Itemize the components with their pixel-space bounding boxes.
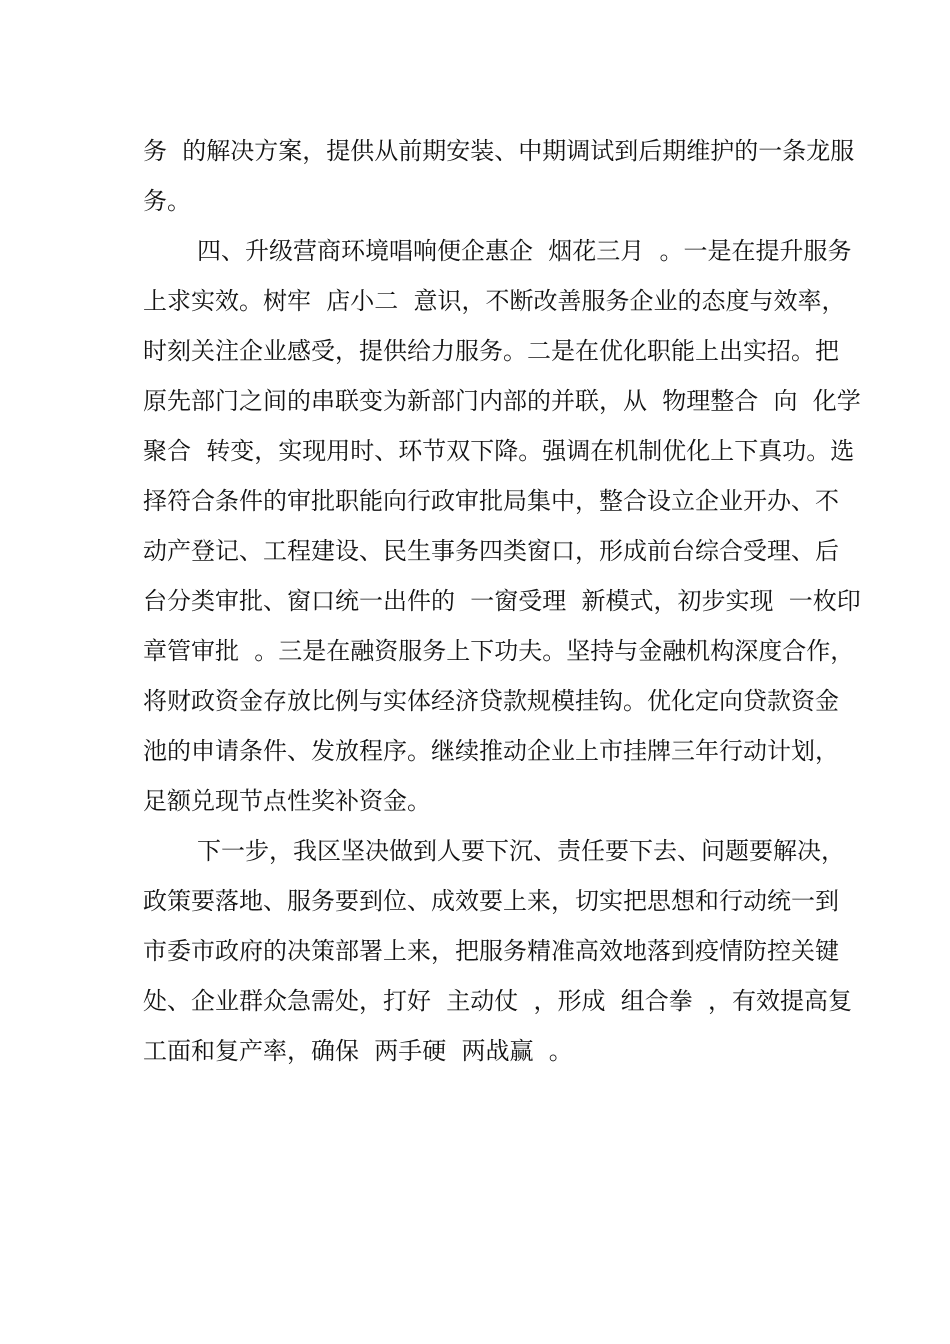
text-line: 务 的解决方案，提供从前期安装、中期调试到后期维护的一条龙服 — [143, 137, 855, 165]
text-line: 工面和复产率，确保 两手硬 两战赢 。 — [143, 1037, 573, 1065]
text-line: 将财政资金存放比例与实体经济贷款规模挂钩。优化定向贷款资金 — [143, 687, 839, 715]
text-line: 务。 — [143, 187, 191, 215]
text-line: 政策要落地、服务要到位、成效要上来，切实把思想和行动统一到 — [143, 887, 839, 915]
text-line: 池的申请条件、发放程序。继续推动企业上市挂牌三年行动计划， — [143, 737, 839, 765]
paragraph-start-line: 下一步，我区坚决做到人要下沉、责任要下去、问题要解决， — [197, 837, 845, 865]
text-line: 处、企业群众急需处，打好 主动仗 ，形成 组合拳 ，有效提高复 — [143, 987, 853, 1015]
text-line: 择符合条件的审批职能向行政审批局集中，整合设立企业开办、不 — [143, 487, 839, 515]
paragraph-start-line: 四、升级营商环境唱响便企惠企 烟花三月 。一是在提升服务 — [197, 237, 852, 265]
text-line: 章管审批 。三是在融资服务上下功夫。坚持与金融机构深度合作， — [143, 637, 855, 665]
text-line: 聚合 转变，实现用时、环节双下降。强调在机制优化上下真功。选 — [143, 437, 855, 465]
text-line: 上求实效。树牢 店小二 意识，不断改善服务企业的态度与效率， — [143, 287, 846, 315]
text-line: 动产登记、工程建设、民生事务四类窗口，形成前台综合受理、后 — [143, 537, 839, 565]
text-line: 市委市政府的决策部署上来，把服务精准高效地落到疫情防控关键 — [143, 937, 839, 965]
text-line: 原先部门之间的串联变为新部门内部的并联，从 物理整合 向 化学 — [143, 387, 861, 415]
text-line: 时刻关注企业感受，提供给力服务。二是在优化职能上出实招。把 — [143, 337, 839, 365]
text-line: 足额兑现节点性奖补资金。 — [143, 787, 431, 815]
text-line: 台分类审批、窗口统一出件的 一窗受理 新模式，初步实现 一枚印 — [143, 587, 861, 615]
